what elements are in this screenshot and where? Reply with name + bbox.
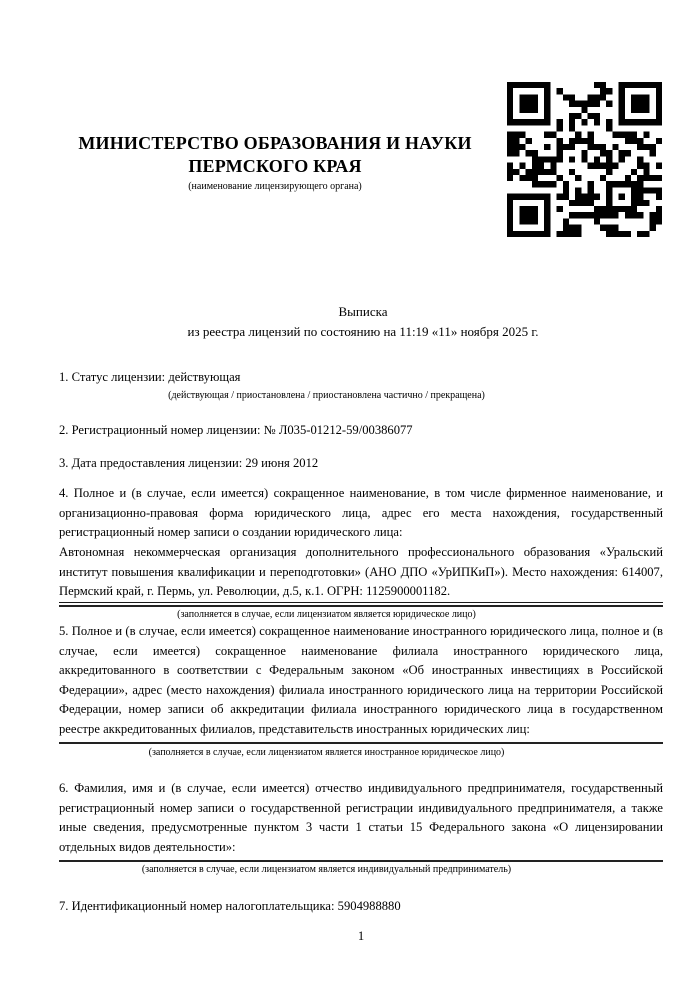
ministry-caption: (наименование лицензирующего органа): [188, 181, 362, 192]
taxpayer-id-line: 7. Идентификационный номер налогоплательщика: 5904988880: [59, 899, 401, 913]
license-status-line: 1. Статус лицензии: действующая: [59, 370, 241, 384]
document-title-line2: из реестра лицензий по состоянию на 11:19 «11» ноября 2025 г.: [187, 324, 539, 339]
license-status-options-caption: (действующая / приостановлена / приостановлена частично / прекращена): [168, 390, 485, 401]
legal-entity-answer: Автономная некоммерческая организация дополнительного профессионального образования «Уральский институт повышения квалификации и переподготовки» (АНО ДПО «УрИПКиП»). Место нахождения: 614007, Пермский край, г. Пермь, ул. Революции, д.5, к.1. ОГРН: 1125900001182.: [59, 543, 663, 603]
license-grant-date-line: 3. Дата предоставления лицензии: 29 июня 2012: [59, 456, 319, 470]
licensing-authority-header: [40, 132, 510, 193]
registration-number-line: 2. Регистрационный номер лицензии: № Л035-01212-59/00386077: [59, 423, 413, 437]
ministry-name-line1: МИНИСТЕРСТВО ОБРАЗОВАНИЯ И НАУКИ: [78, 133, 472, 153]
document-title: [59, 302, 667, 342]
legal-entity-divider: [59, 605, 663, 607]
page-number: 1: [357, 929, 365, 943]
ministry-name-line2: ПЕРМСКОГО КРАЯ: [188, 156, 362, 176]
individual-entrepreneur-blank-line: [59, 860, 663, 862]
qr-code-image: [507, 82, 662, 237]
foreign-entity-question: 5. Полное и (в случае, если имеется) сокращенное наименование иностранного юридического лица, полное и (в случае, если имеется) сокращенное наименование филиала иностранного юридического лица, аккредитованного в соответствии с Федеральным законом «Об иностранных инвестициях в Российской Федерации», адрес (место нахождения) филиала иностранного юридического лица на территории Российской Федерации, номер записи об аккредитации филиала иностранного юридического лица в государственном реестре аккредитованных филиалов, представительств иностранных юридических лиц:: [59, 624, 663, 736]
foreign-entity-caption: (заполняется в случае, если лицензиатом является иностранное юридическое лицо): [148, 747, 505, 758]
qr-code-icon: [507, 82, 662, 237]
individual-entrepreneur-caption: (заполняется в случае, если лицензиатом является индивидуальный предприниматель): [141, 864, 512, 875]
individual-entrepreneur-question: 6. Фамилия, имя и (в случае, если имеется) отчество индивидуального предпринимателя, государственный регистрационный номер записи о государственной регистрации индивидуального предпринимателя, а также иные сведения, предусмотренные пунктом 3 части 1 статьи 15 Федерального закона «О лицензировании отдельных видов деятельности»:: [59, 781, 663, 854]
foreign-entity-blank-line: [59, 742, 663, 744]
document-title-line1: Выписка: [338, 304, 388, 319]
legal-entity-caption: (заполняется в случае, если лицензиатом является юридическое лицо): [177, 609, 476, 620]
legal-entity-question: 4. Полное и (в случае, если имеется) сокращенное наименование, в том числе фирменное наименование, и организационно-правовая форма юридического лица, адрес его места нахождения, государственный регистрационный номер записи о создании юридического лица:: [59, 486, 663, 539]
